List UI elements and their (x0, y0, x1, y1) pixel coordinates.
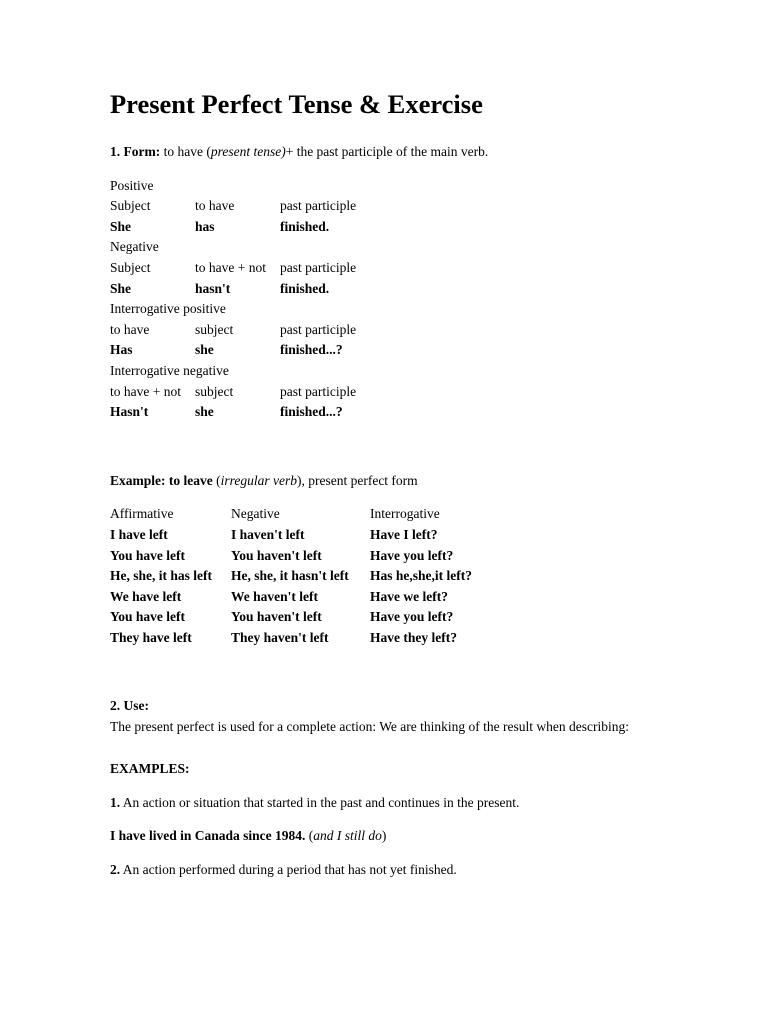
example-1-sentence (110, 826, 670, 847)
form-text-a: to have ( (160, 144, 211, 159)
structure-example-row (110, 402, 670, 423)
column-header: Negative (231, 506, 280, 522)
cell: past participle (280, 321, 357, 337)
structure-table (110, 176, 670, 423)
conjugation-row (110, 587, 670, 608)
cell: They haven't left (231, 629, 329, 645)
conjugation-row (110, 628, 670, 649)
examples-heading: EXAMPLES: (110, 761, 190, 777)
conjugation-header-row (110, 504, 670, 525)
cell: She (110, 280, 132, 296)
structure-heading: Interrogative positive (110, 301, 226, 317)
page-title: Present Perfect Tense & Exercise (110, 89, 483, 119)
structure-example-row (110, 217, 670, 238)
structure-header-row (110, 196, 670, 217)
cell: He, she, it hasn't left (231, 568, 349, 584)
cell: past participle (280, 198, 357, 214)
form-definition (110, 142, 670, 163)
conjugation-row (110, 525, 670, 546)
example-intro-text-b: ), present perfect form (296, 472, 418, 488)
cell: We have left (110, 588, 182, 604)
cell: finished. (280, 218, 330, 234)
cell: You haven't left (231, 547, 322, 563)
structure-example-row (110, 279, 670, 300)
structure-header-row (110, 382, 670, 403)
cell: to have + not (195, 259, 266, 275)
example-1 (110, 793, 670, 814)
example-1-sentence-italic: and I still do (313, 828, 382, 844)
cell: Has he,she,it left? (370, 568, 472, 584)
use-section (110, 696, 645, 735)
conjugation-table (110, 504, 670, 648)
example-intro-italic: irregular verb (220, 472, 297, 488)
cell: Hasn't (110, 404, 149, 420)
example-intro-bold: Example: to leave (110, 472, 213, 488)
cell: Have you left? (370, 609, 454, 625)
structure-heading: Interrogative negative (110, 362, 229, 378)
cell: We haven't left (231, 588, 318, 604)
cell: subject (195, 321, 234, 337)
example-intro-text-a: ( (212, 472, 221, 488)
cell: Have we left? (370, 588, 448, 604)
cell: Has (110, 342, 133, 358)
use-label: 2. Use: (110, 698, 149, 714)
cell: to have (110, 321, 150, 337)
cell: She (110, 218, 132, 234)
example-2 (110, 860, 670, 881)
use-description: The present perfect is used for a complete action: We are thinking of the result when describing: (110, 719, 629, 735)
conjugation-row (110, 546, 670, 567)
example-intro (110, 471, 670, 492)
cell: to have + not (110, 383, 181, 399)
cell: hasn't (195, 280, 231, 296)
example-1-sentence-text-b: ) (381, 828, 387, 844)
column-header: Affirmative (110, 506, 174, 522)
cell: You have left (110, 609, 185, 625)
cell: Have you left? (370, 547, 454, 563)
example-1-text: An action or situation that started in the past and continues in the present. (120, 794, 520, 810)
cell: You have left (110, 547, 185, 563)
cell: past participle (280, 383, 357, 399)
cell: subject (195, 383, 234, 399)
cell: to have (195, 198, 235, 214)
form-text-italic: present tense) (210, 144, 286, 159)
cell: I have left (110, 526, 168, 542)
cell: Subject (110, 198, 151, 214)
example-1-sentence-text-a: ( (305, 828, 314, 844)
structure-header-row (110, 258, 670, 279)
cell: she (195, 342, 214, 358)
form-label: 1. Form: (110, 144, 161, 159)
structure-example-row (110, 340, 670, 361)
cell: past participle (280, 259, 357, 275)
cell: They have left (110, 629, 192, 645)
conjugation-row (110, 566, 670, 587)
cell: finished...? (280, 404, 343, 420)
cell: has (195, 218, 215, 234)
example-2-text: An action performed during a period that has not yet finished. (120, 861, 457, 877)
column-header: Interrogative (370, 506, 440, 522)
cell: Have they left? (370, 629, 457, 645)
structure-heading: Negative (110, 239, 159, 255)
cell: He, she, it has left (110, 568, 212, 584)
form-text-b: + the past participle of the main verb. (285, 144, 489, 159)
cell: Subject (110, 259, 151, 275)
cell: she (195, 404, 214, 420)
structure-header-row (110, 320, 670, 341)
cell: I haven't left (231, 526, 305, 542)
cell: You haven't left (231, 609, 322, 625)
example-1-number: 1. (110, 794, 121, 810)
structure-heading: Positive (110, 177, 154, 193)
document-page (110, 86, 670, 880)
cell: finished...? (280, 342, 343, 358)
cell: finished. (280, 280, 330, 296)
cell: Have I left? (370, 526, 438, 542)
example-1-sentence-bold: I have lived in Canada since 1984. (110, 828, 306, 844)
example-2-number: 2. (110, 861, 121, 877)
conjugation-row (110, 607, 670, 628)
